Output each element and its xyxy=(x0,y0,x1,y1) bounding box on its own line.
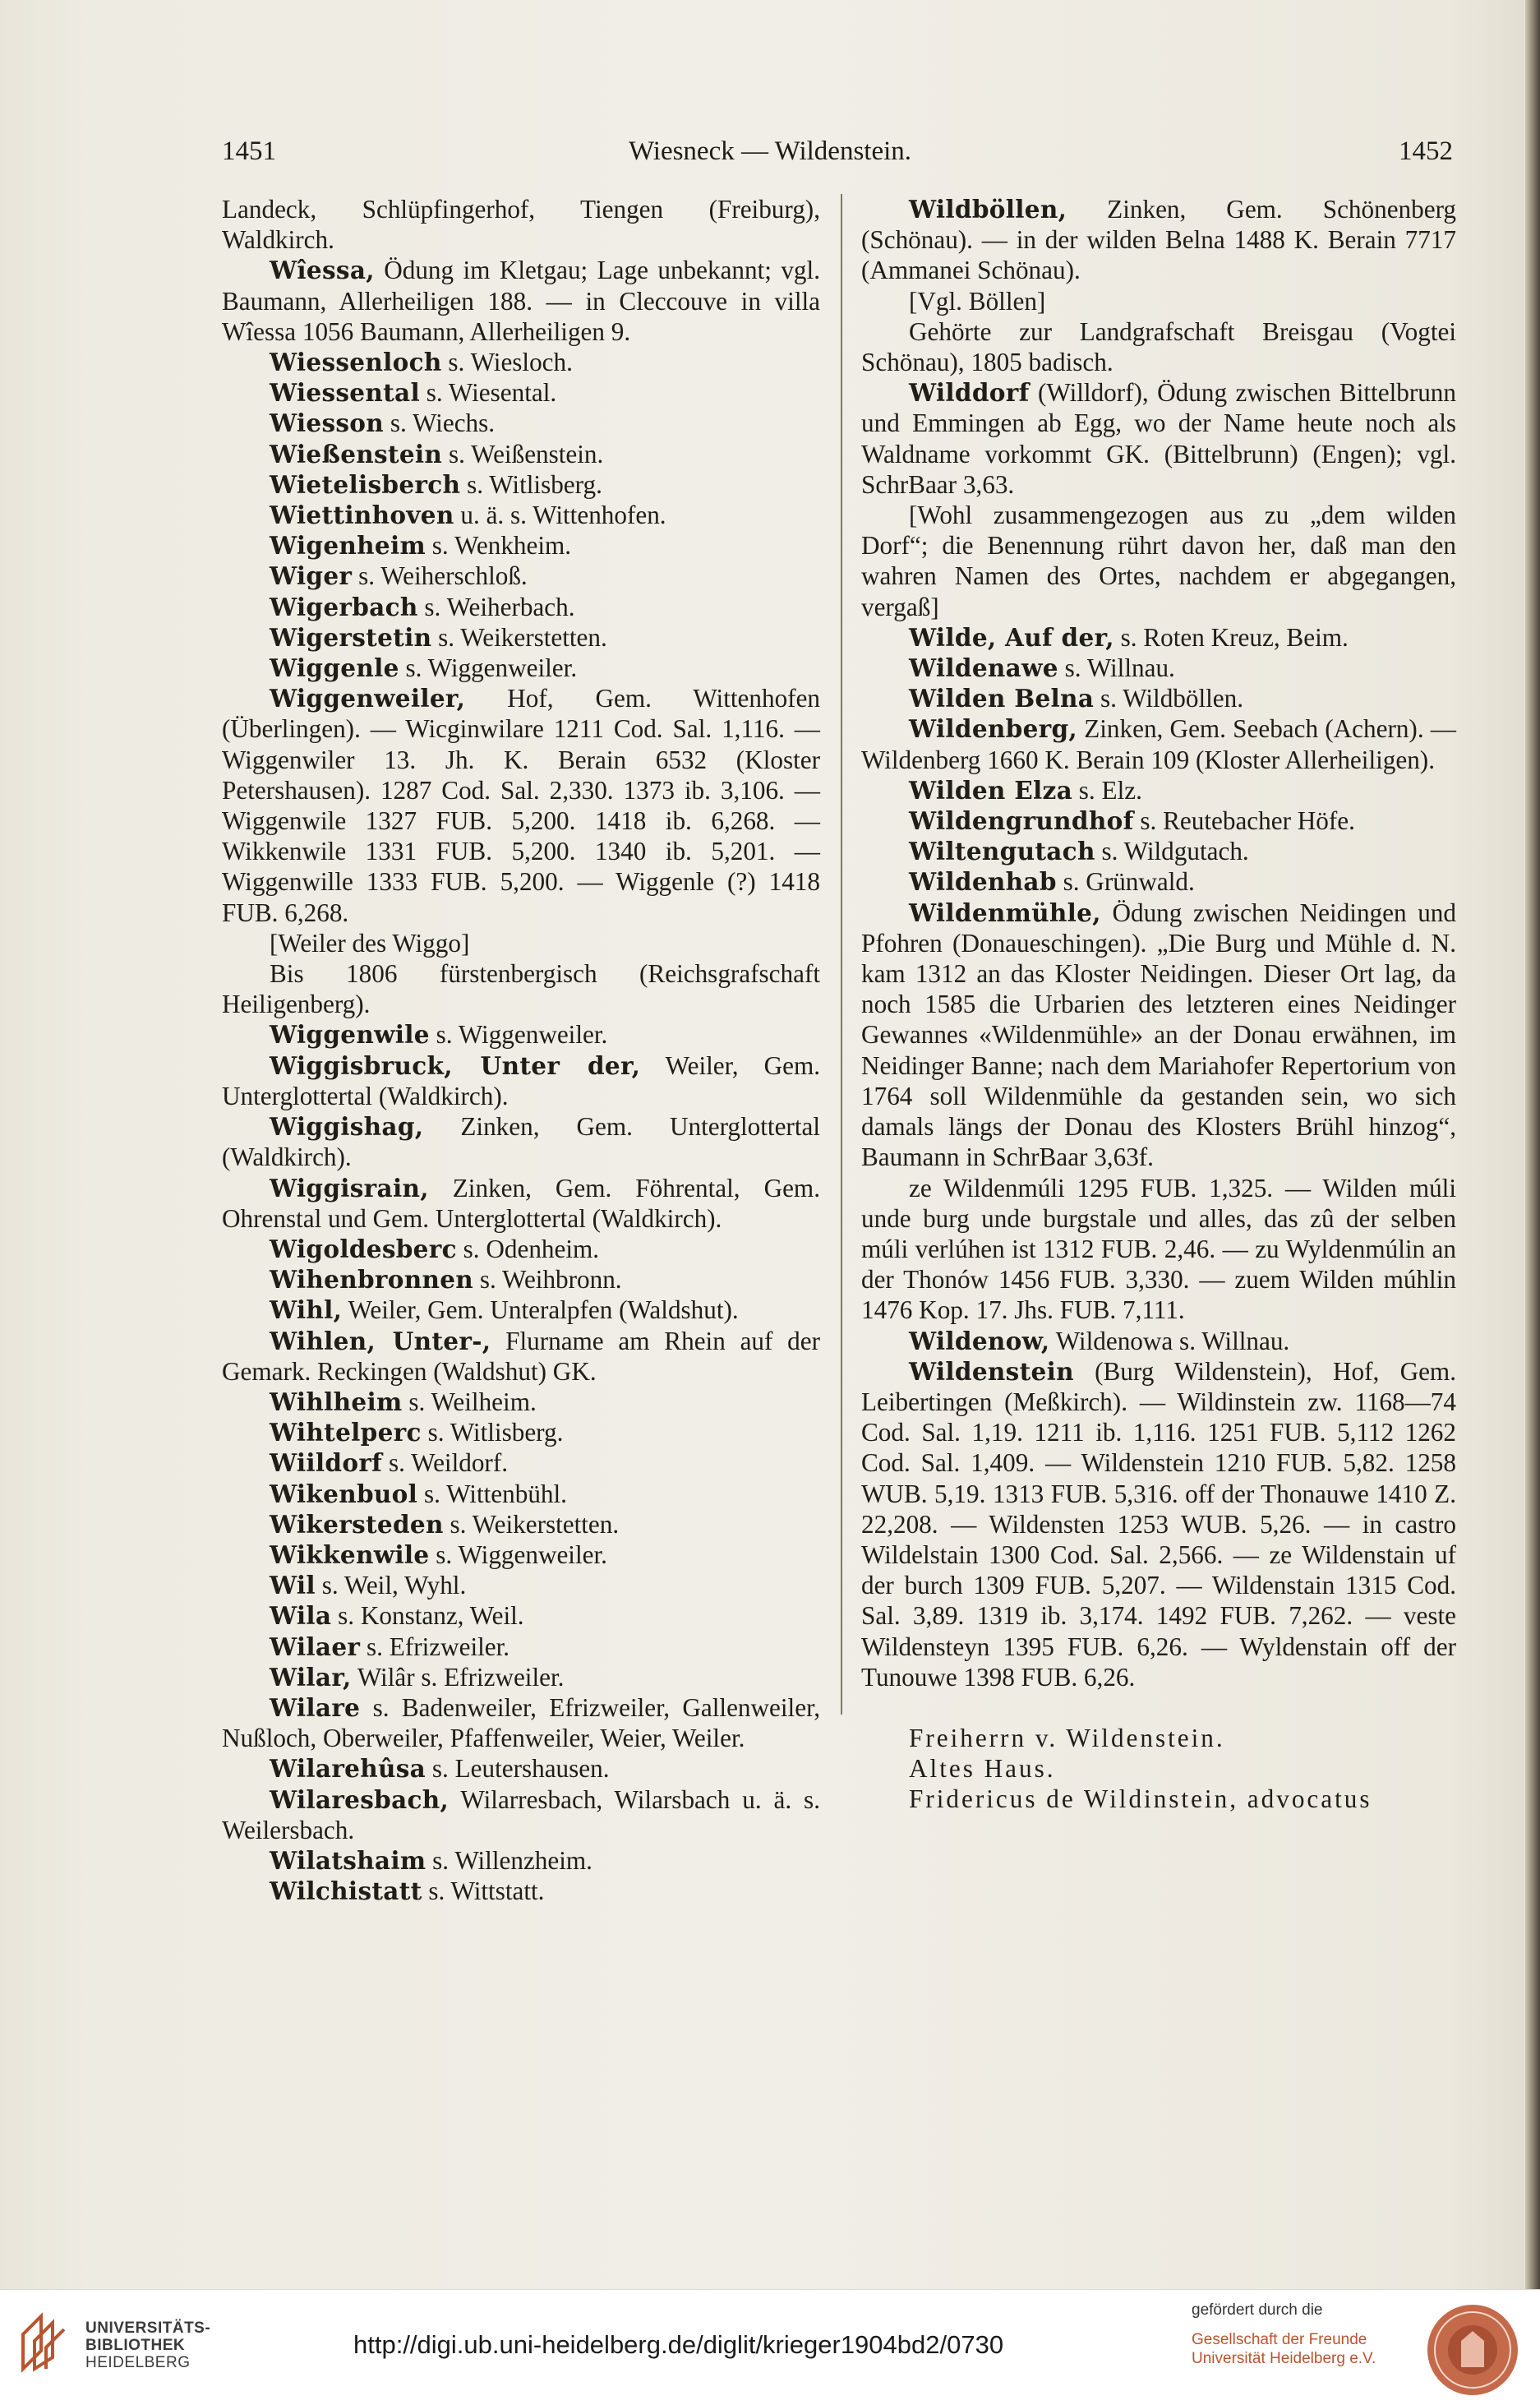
column-divider xyxy=(841,194,842,1715)
page-spine-shadow xyxy=(1525,0,1540,2289)
lexicon-entry xyxy=(861,653,1456,683)
library-name xyxy=(85,2320,210,2371)
entry-headword: Wiggenwile xyxy=(270,1020,430,1050)
entry-paragraph: ze Wildenmúli 1295 FUB. 1,325. — Wilden múli unde burg unde burgstale und alles, das zû der selben múli verlúhen ist 1312 FUB. 2,46. — zu Wyldenmúlin an der Thonów 1456 FUB. 3,330. — zuem Wilden múhlin 1476 Kop. 17. Jhs. FUB. 7,111. xyxy=(861,1173,1456,1325)
entry-text: s. Willenzheim. xyxy=(426,1845,592,1875)
lexicon-entry xyxy=(222,1692,820,1753)
lexicon-entry xyxy=(222,377,820,408)
entry-text: Hof, Gem. Wittenhofen (Überlingen). — Wicginwilare 1211 Cod. Sal. 1,116. — Wiggenwiler 13. Jh. K. Berain 6532 (Kloster Petershausen). 1287 Cod. Sal. 2,330. 1373 ib. 3,106. — Wiggenwile 1327 FUB. 5,200. 1418 ib. 6,268. — Wikkenwile 1331 FUB. 5,200. 1340 ib. 5,201. — Wiggenwille 1333 FUB. 5,200. — Wiggenle (?) 1418 FUB. 6,268. xyxy=(222,684,820,927)
lexicon-entry xyxy=(222,561,820,591)
lexicon-entry xyxy=(222,1784,820,1845)
entry-headword: Wilddorf xyxy=(909,378,1030,408)
entry-text: s. Wiggenweiler. xyxy=(399,653,578,683)
entry-text: s. Elz. xyxy=(1072,775,1142,805)
entry-headword: Wiggenle xyxy=(270,653,399,683)
entry-text: s. Wiggenweiler. xyxy=(429,1020,608,1050)
entry-text: s. Wildböllen. xyxy=(1094,684,1244,713)
entry-text: s. Roten Kreuz, Beim. xyxy=(1114,622,1349,652)
lexicon-entry xyxy=(222,1447,820,1478)
continued-entry-text: Landeck, Schlüpfingerhof, Tiengen (Freiburg), Waldkirch. xyxy=(222,195,820,255)
entry-text: s. Konstanz, Weil. xyxy=(331,1601,524,1631)
page-number-left: 1451 xyxy=(222,136,276,166)
entry-headword: Wilde, Auf der, xyxy=(909,622,1114,652)
lexicon-entry xyxy=(222,1600,820,1631)
entry-text: s. Willnau. xyxy=(1058,653,1175,683)
lexicon-entry xyxy=(222,592,820,622)
entry-headword: Wilarehûsa xyxy=(270,1754,426,1784)
entry-headword: Wikersteden xyxy=(270,1509,444,1539)
entry-headword: Wilar, xyxy=(270,1662,352,1692)
lexicon-entry xyxy=(222,622,820,653)
lexicon-entry xyxy=(222,1264,820,1295)
entry-headword: Wildenhab xyxy=(909,867,1057,897)
lexicon-entry xyxy=(222,653,820,683)
lexicon-entry xyxy=(222,1050,820,1111)
entry-text: s. Weiherbach. xyxy=(417,592,575,621)
entry-text: Zinken, Gem. Unterglottertal (Waldkirch). xyxy=(222,1112,820,1172)
lexicon-entry xyxy=(861,806,1456,836)
entry-headword: Wîessa, xyxy=(270,256,375,285)
sponsor-name[interactable] xyxy=(1192,2330,1376,2368)
entry-text: s. Weil, Wyhl. xyxy=(315,1571,467,1600)
entry-text: s. Weißenstein. xyxy=(442,439,604,469)
entry-headword: Wila xyxy=(270,1601,332,1631)
lexicon-entry xyxy=(861,836,1456,866)
entry-text: s. Weikerstetten. xyxy=(431,622,607,652)
entry-headword: Wilaer xyxy=(270,1632,361,1661)
entry-text: s. Wiesental. xyxy=(419,378,557,408)
entry-text: s. Badenweiler, Efrizweiler, Gallenweiler, Nußloch, Oberweiler, Pfaffenweiler, Weier, Weiler. xyxy=(222,1692,820,1753)
library-name-line1: UNIVERSITÄTS- xyxy=(85,2320,211,2337)
entry-text: s. Witlisberg. xyxy=(460,469,602,499)
entry-headword: Wildböllen, xyxy=(909,195,1067,224)
entry-headword: Wildenberg, xyxy=(909,714,1078,744)
library-name-line2: BIBLIOTHEK xyxy=(85,2337,186,2354)
entry-text: Ödung im Kletgau; Lage unbekannt; vgl. Baumann, Allerheiligen 188. — in Cleccouve in villa Wîessa 1056 Baumann, Allerheiligen 9. xyxy=(222,256,820,346)
lexicon-entry xyxy=(222,1479,820,1509)
entry-text: Zinken, Gem. Seebach (Achern). — Wildenberg 1660 K. Berain 109 (Kloster Allerheiligen). xyxy=(861,714,1456,774)
entry-text: s. Wenkheim. xyxy=(426,531,572,561)
lexicon-entry xyxy=(861,775,1456,806)
section-heading-text: Fridericus de Wildinstein, advocatus xyxy=(909,1784,1372,1814)
lexicon-entry xyxy=(861,683,1456,713)
entry-headword: Wil xyxy=(270,1571,316,1600)
entry-text: Wilâr s. Efrizweiler. xyxy=(351,1662,565,1692)
entry-text: Zinken, Gem. Föhrental, Gem. Ohrenstal und Gem. Unterglottertal (Waldkirch). xyxy=(222,1173,820,1233)
sponsor-name-line2: Universität Heidelberg e.V. xyxy=(1192,2350,1376,2367)
entry-text: s. Weildorf. xyxy=(382,1448,509,1478)
entry-headword: Wilare xyxy=(270,1692,361,1722)
entry-text: Wilarresbach, Wilarsbach u. ä. s. Weilersbach. xyxy=(222,1784,820,1844)
lexicon-entry xyxy=(222,439,820,469)
left-column xyxy=(222,194,820,1906)
entry-headword: Wildengrundhof xyxy=(909,806,1134,836)
entry-paragraph: Bis 1806 fürstenbergisch (Reichsgrafschaft Heiligenberg). xyxy=(222,959,820,1019)
entry-headword: Wikkenwile xyxy=(270,1539,430,1569)
lexicon-entry xyxy=(222,1509,820,1539)
lexicon-entry xyxy=(222,1326,820,1387)
entry-paragraph: [Vgl. Böllen] xyxy=(909,286,1046,316)
entry-headword: Wihl, xyxy=(270,1295,343,1325)
lexicon-entry xyxy=(861,1356,1456,1692)
lexicon-entry xyxy=(222,1417,820,1447)
lexicon-entry xyxy=(861,898,1456,1173)
entry-text: Wildenowa s. Willnau. xyxy=(1049,1326,1290,1355)
entry-headword: Wiggishag, xyxy=(270,1112,424,1142)
entry-paragraph: [Weiler des Wiggo] xyxy=(270,928,470,958)
entry-headword: Wihlheim xyxy=(270,1387,403,1416)
page-number-right: 1452 xyxy=(1399,136,1453,166)
entry-text: s. Wittenbühl. xyxy=(417,1479,567,1508)
section-gap xyxy=(861,1692,1456,1723)
entry-headword: Wilden Elza xyxy=(909,775,1072,805)
entry-text: s. Wittstatt. xyxy=(422,1876,545,1906)
entry-headword: Wihtelperc xyxy=(270,1418,422,1447)
lexicon-entry xyxy=(222,1876,820,1906)
lexicon-entry xyxy=(222,255,820,347)
entry-text: Zinken, Gem. Schönenberg (Schönau). — in der wilden Belna 1488 K. Berain 7717 (Ammanei Schönau). xyxy=(861,195,1456,285)
entry-text: s. Efrizweiler. xyxy=(360,1632,510,1661)
entry-headword: Wiggisbruck, Unter der, xyxy=(270,1050,641,1080)
entry-headword: Wiggenweiler, xyxy=(270,684,466,713)
entry-text: Ödung zwischen Neidingen und Pfohren (Donaueschingen). „Die Burg und Mühle d. N. kam 1312 an das Kloster Neidingen. Dieser Ort lag, da noch 1585 die Urbarien des letzteren eines Neidinger Gewannes «Wildenmühle» an der Donau erwähnen, im Neidinger Banne; nach dem Mariahofer Repertorium von 1764 soll Wildenmühle da gestanden sein, wo sich damals längs der Donau des Klosters Brühl hinzog“, Baumann in SchrBaar 3,63f. xyxy=(861,898,1456,1172)
entry-paragraph: [Wohl zusammengezogen aus zu „dem wilden Dorf“; die Benennung rührt davon her, daß man den wahren Namen des Ortes, nachdem er abgegangen, vergaß] xyxy=(861,501,1456,621)
lexicon-entry xyxy=(222,1570,820,1600)
lexicon-entry xyxy=(222,683,820,928)
entry-headword: Wießenstein xyxy=(270,439,443,469)
entry-text: Weiler, Gem. Unteralpfen (Waldshut). xyxy=(342,1295,739,1325)
entry-paragraph: Gehörte zur Landgrafschaft Breisgau (Vogtei Schönau), 1805 badisch. xyxy=(861,316,1456,377)
lexicon-entry xyxy=(861,194,1456,286)
entry-text: s. Wiechs. xyxy=(384,409,496,438)
lexicon-entry xyxy=(222,1753,820,1784)
entry-text: u. ä. s. Wittenhofen. xyxy=(454,501,666,530)
lexicon-entry xyxy=(222,469,820,500)
lexicon-entry xyxy=(222,530,820,561)
entry-headword: Wildenmühle, xyxy=(909,898,1101,927)
lexicon-entry xyxy=(222,1111,820,1172)
entry-text: Flurname am Rhein auf der Gemark. Reckingen (Waldshut) GK. xyxy=(222,1326,820,1386)
running-title: Wiesneck — Wildenstein. xyxy=(628,136,912,166)
lexicon-entry xyxy=(861,713,1456,774)
lexicon-entry xyxy=(222,347,820,377)
entry-text: s. Witlisberg. xyxy=(421,1418,564,1447)
entry-text: (Burg Wildenstein), Hof, Gem. Leibertingen (Meßkirch). — Wildinstein zw. 1168—74 Cod. Sal. 1,19. 1211 ib. 1,116. 1251 FUB. 5,112 1262 Cod. Sal. 1,409. — Wildenstein 1210 FUB. 5,82. 1258 WUB. 5,19. 1313 FUB. 5,316. off der Thonauwe 1410 Z. 22,208. — Wildensten 1253 WUB. 5,26. — in castro Wildelstain 1300 Cod. Sal. 2,566. — ze Wildenstain uf der burch 1309 FUB. 5,207. — Wildenstain 1315 Cod. Sal. 3,89. 1319 ib. 3,174. 1492 FUB. 7,262. — veste Wildensteyn 1395 FUB. 6,26. — Wyldenstain off der Tunouwe 1398 FUB. 6,26. xyxy=(861,1356,1456,1692)
entry-headword: Wilchistatt xyxy=(270,1876,422,1906)
entry-text: s. Grünwald. xyxy=(1056,867,1195,897)
lexicon-entry xyxy=(222,1845,820,1876)
entry-headword: Wihenbronnen xyxy=(270,1265,474,1295)
entry-text: s. Wildgutach. xyxy=(1095,837,1249,866)
lexicon-entry xyxy=(861,622,1456,653)
lexicon-entry xyxy=(222,408,820,438)
section-heading-text: Freiherrn v. Wildenstein. xyxy=(909,1723,1225,1752)
entry-headword: Wigenheim xyxy=(270,531,426,561)
lexicon-entry xyxy=(861,866,1456,897)
entry-headword: Wiger xyxy=(270,561,353,591)
entry-headword: Wiltengutach xyxy=(909,837,1095,866)
lexicon-entry xyxy=(222,1632,820,1662)
section-heading-text: Altes Haus. xyxy=(909,1754,1056,1784)
entry-text: s. Wiesloch. xyxy=(441,348,573,377)
right-column xyxy=(861,194,1456,1815)
entry-text: s. Weilheim. xyxy=(402,1387,537,1416)
lexicon-entry xyxy=(861,377,1456,500)
university-library-logo-icon xyxy=(16,2310,74,2375)
entry-headword: Wilatshaim xyxy=(270,1845,426,1875)
entry-headword: Wildenow, xyxy=(909,1326,1050,1355)
entry-headword: Wiessenloch xyxy=(270,348,442,377)
university-seal-icon xyxy=(1420,2301,1525,2398)
lexicon-entry xyxy=(222,1173,820,1234)
entry-headword: Wiesson xyxy=(270,409,385,438)
entry-headword: Wigerbach xyxy=(270,592,418,621)
entry-headword: Wietelisberch xyxy=(270,469,461,499)
lexicon-entry xyxy=(222,1539,820,1570)
entry-headword: Wiildorf xyxy=(270,1448,383,1478)
entry-text: s. Wiggenweiler. xyxy=(429,1539,607,1569)
library-name-line3: HEIDELBERG xyxy=(85,2354,191,2371)
lexicon-entry xyxy=(222,1019,820,1050)
entry-text: s. Weihbronn. xyxy=(473,1265,622,1295)
lexicon-entry xyxy=(222,1295,820,1325)
entry-text: s. Reutebacher Höfe. xyxy=(1133,806,1355,836)
entry-headword: Wildenawe xyxy=(909,653,1058,683)
entry-headword: Wigoldesberc xyxy=(270,1234,457,1263)
entry-text: Weiler, Gem. Unterglottertal (Waldkirch). xyxy=(222,1050,821,1110)
lexicon-entry xyxy=(222,500,820,530)
entry-headword: Wigerstetin xyxy=(270,622,432,652)
lexicon-entry xyxy=(222,1387,820,1417)
entry-headword: Wilaresbach, xyxy=(270,1784,450,1814)
entry-headword: Wiggisrain, xyxy=(270,1173,429,1202)
entry-headword: Wihlen, Unter-, xyxy=(270,1326,491,1355)
entry-headword: Wiessental xyxy=(270,378,420,408)
sponsor-name-line1: Gesellschaft der Freunde xyxy=(1192,2331,1367,2348)
entry-text: s. Weikerstetten. xyxy=(443,1509,620,1539)
permalink-url[interactable]: http://digi.ub.uni-heidelberg.de/diglit/krieger1904bd2/0730 xyxy=(353,2330,1004,2359)
sponsor-label: gefördert durch die xyxy=(1192,2301,1323,2319)
entry-text: s. Weiherschloß. xyxy=(352,561,528,591)
entry-text: s. Leutershausen. xyxy=(426,1754,610,1784)
entry-headword: Wilden Belna xyxy=(909,684,1095,713)
entry-text: (Willdorf), Ödung zwischen Bittelbrunn und Emmingen ab Egg, wo der Name heute noch als Waldname vorkommt GK. (Bittelbrunn) (Engen); vgl. SchrBaar 3,63. xyxy=(861,378,1456,499)
entry-headword: Wiettinhoven xyxy=(270,501,454,530)
entry-text: s. Odenheim. xyxy=(456,1234,600,1263)
entry-headword: Wikenbuol xyxy=(270,1479,418,1508)
entry-headword: Wildenstein xyxy=(909,1356,1074,1386)
lexicon-entry xyxy=(861,1326,1456,1356)
lexicon-entry xyxy=(222,1662,820,1692)
lexicon-entry xyxy=(222,1234,820,1264)
